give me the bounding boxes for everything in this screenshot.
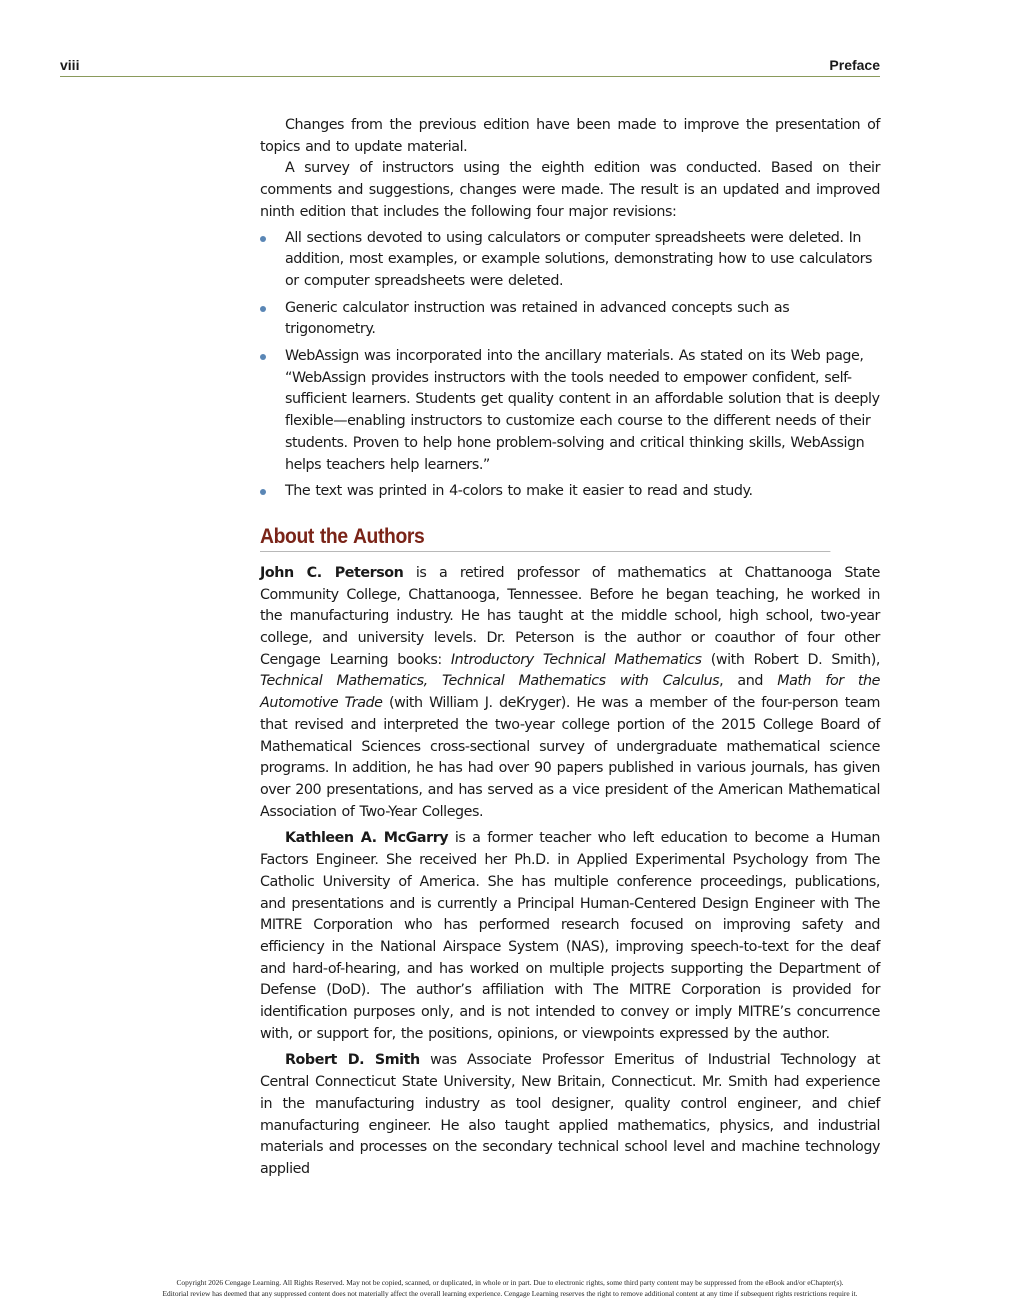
page-number: viii <box>60 57 80 73</box>
author-name: Kathleen A. McGarry <box>285 830 449 847</box>
book-title: Introductory Technical Mathematics <box>450 651 702 668</box>
page-body <box>260 115 880 1186</box>
revision-item <box>260 298 880 341</box>
book-title: Math for the Automotive Trade <box>260 673 880 712</box>
bio-text: was Associate Professor Emeritus of Industrial Technology at Central Connecticut State University, New Britain, Connecticut. Mr. Smith had experience in the manufacturing industry as tool designer, quality control engineer, and chief manufacturing engineer. He also taught applied mathematics, physics, and industrial materials and processes on the secondary technical school level and machine technology applied <box>260 1052 880 1177</box>
bio-text: is a former teacher who left education to become a Human Factors Engineer. She received her Ph.D. in Applied Experimental Psychology from The Catholic University of America. She has multiple conference proceedings, publications, and presentations and is currently a Principal Human-Centered Design Engineer with The MITRE Corporation who has performed research focused on improving safety and efficiency in the National Airspace System (NAS), improving speech-to-text for the deaf and hard-of-hearing, and has worked on multiple projects supporting the Department of Defense (DoD). The author’s affiliation with The MITRE Corporation is provided for identification purposes only, and is not intended to convey or imply MITRE’s concurrence with, or support for, the positions, opinions, or viewpoints expressed by the author. <box>260 830 880 1042</box>
author-name: John C. Peterson <box>260 564 404 581</box>
book-title: Technical Mathematics, Technical Mathematics with Calculus <box>260 673 720 690</box>
revision-item <box>260 346 880 476</box>
running-title: Preface <box>829 57 880 73</box>
copyright-line-1: Copyright 2026 Cengage Learning. All Rights Reserved. May not be copied, scanned, or duplicated, in whole or in part. Due to electronic rights, some third party content may be suppressed from the eBook and/or eChapter(s). <box>176 1278 844 1287</box>
preface-paragraph-2: A survey of instructors using the eighth edition was conducted. Based on their comments and suggestions, changes were made. The result is an updated and improved ninth edition that includes the following four major revisions: <box>260 160 880 220</box>
bio-text: is a retired professor of mathematics at Chattanooga State Community College, Chattanooga, Tennessee. Before he began teaching, he worked in the manufacturing industry. He has taught at the middle school, high school, two-year college, and university levels. Dr. Peterson is the author or coauthor of four other Cengage Learning books: <box>260 564 880 668</box>
revision-item <box>260 228 880 293</box>
revisions-list <box>260 228 880 503</box>
bullet-icon <box>260 236 266 242</box>
author-bio-mcgarry <box>260 828 880 1045</box>
revision-text: The text was printed in 4-colors to make it easier to read and study. <box>285 483 753 500</box>
author-bio-peterson <box>260 563 880 823</box>
bio-text: , and <box>719 673 778 690</box>
copyright-line-2: Editorial review has deemed that any suppressed content does not materially affect the overall learning experience. Cengage Learning reserves the right to remove additional content at any time if subsequent rights restrictions require it. <box>162 1289 858 1298</box>
revision-text: All sections devoted to using calculators or computer spreadsheets were deleted. In addition, most examples, or example solutions, demonstrating how to use calculators or computer spreadsheets were deleted. <box>285 229 873 289</box>
revision-text: WebAssign was incorporated into the ancillary materials. As stated on its Web page, “WebAssign provides instructors with the tools needed to empower confident, self-sufficient learners. Students get quality content in an affordable solution that is deeply flexible—enabling instructors to customize each course to the different needs of their students. Proven to help hone problem-solving and critical thinking skills, WebAssign helps teachers help learners.” <box>285 348 880 473</box>
bullet-icon <box>260 306 266 312</box>
bio-text: (with Robert D. Smith), <box>701 651 881 668</box>
revision-text: Generic calculator instruction was retained in advanced concepts such as trigonometry. <box>285 299 790 338</box>
revision-item <box>260 481 880 503</box>
bullet-icon <box>260 489 266 495</box>
bio-text: (with William J. deKryger). He was a member of the four-person team that revised and interpreted the two-year college portion of the 2015 College Board of Mathematical Sciences cross-sectional survey of undergraduate mathematical science programs. In addition, he has had over 90 papers published in various journals, has given over 200 presentations, and has served as a vice president of the American Mathematical Association of Two-Year Colleges. <box>260 695 880 820</box>
section-heading-about-authors: About the Authors <box>260 523 830 552</box>
author-name: Robert D. Smith <box>285 1052 420 1069</box>
page-header <box>60 56 880 77</box>
bullet-icon <box>260 354 266 360</box>
author-bio-smith <box>260 1050 880 1180</box>
preface-paragraph-1: Changes from the previous edition have been made to improve the presentation of topics and to update material. <box>260 117 880 155</box>
copyright-notice <box>0 1277 1020 1299</box>
